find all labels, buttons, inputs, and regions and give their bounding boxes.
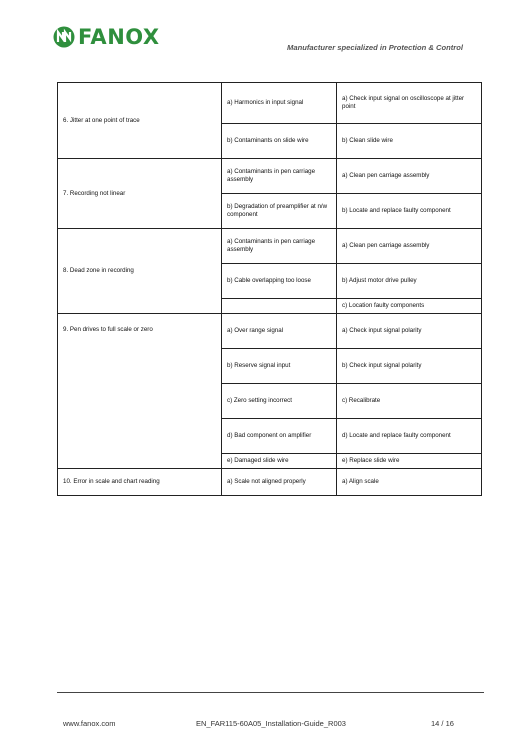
fanox-logo-mark-icon [52,26,76,48]
cause-cell: c) Zero setting incorrect [222,384,337,419]
footer-divider [57,692,484,693]
action-cell: a) Clean pen carriage assembly [337,159,482,194]
troubleshooting-table [57,82,482,496]
action-cell: b) Locate and replace faulty component [337,194,482,229]
cause-cell: b) Degradation of preamplifier at n/w component [222,194,337,229]
footer-website: www.fanox.com [63,719,116,728]
table-row [58,469,482,496]
action-cell: a) Check input signal polarity [337,314,482,349]
cause-cell: a) Contaminants in pen carriage assembly [222,229,337,264]
problem-cell: 7. Recording not linear [58,159,222,229]
cause-cell: a) Over range signal [222,314,337,349]
cause-cell: d) Bad component on amplifier [222,419,337,454]
cause-cell: a) Contaminants in pen carriage assembly [222,159,337,194]
table-row [58,83,482,124]
footer-document-id: EN_FAR115-60A05_Installation-Guide_R003 [196,719,346,728]
action-cell: c) Recalibrate [337,384,482,419]
action-cell: e) Replace slide wire [337,454,482,469]
brand-name: FANOX [78,25,160,49]
action-cell: a) Clean pen carriage assembly [337,229,482,264]
table-row [58,314,482,349]
table-row [58,229,482,264]
action-cell: a) Check input signal on oscilloscope at jitter point [337,83,482,124]
cause-cell: b) Cable overlapping too loose [222,264,337,299]
problem-cell: 8. Dead zone in recording [58,229,222,314]
cause-cell: e) Damaged slide wire [222,454,337,469]
tagline: Manufacturer specialized in Protection & Control [287,43,463,52]
table-row [58,159,482,194]
problem-cell: 9. Pen drives to full scale or zero [58,314,222,469]
action-cell: c) Location faulty components [337,299,482,314]
action-cell: b) Check input signal polarity [337,349,482,384]
footer-page-number: 14 / 16 [431,719,454,728]
action-cell: a) Align scale [337,469,482,496]
cause-cell: a) Harmonics in input signal [222,83,337,124]
problem-cell: 6. Jitter at one point of trace [58,83,222,159]
fanox-logo [52,26,160,48]
cause-cell: b) Reserve signal input [222,349,337,384]
action-cell: d) Locate and replace faulty component [337,419,482,454]
cause-cell [222,299,337,314]
action-cell: b) Adjust motor drive pulley [337,264,482,299]
problem-cell: 10. Error in scale and chart reading [58,469,222,496]
action-cell: b) Clean slide wire [337,124,482,159]
cause-cell: a) Scale not aligned properly [222,469,337,496]
cause-cell: b) Contaminants on slide wire [222,124,337,159]
